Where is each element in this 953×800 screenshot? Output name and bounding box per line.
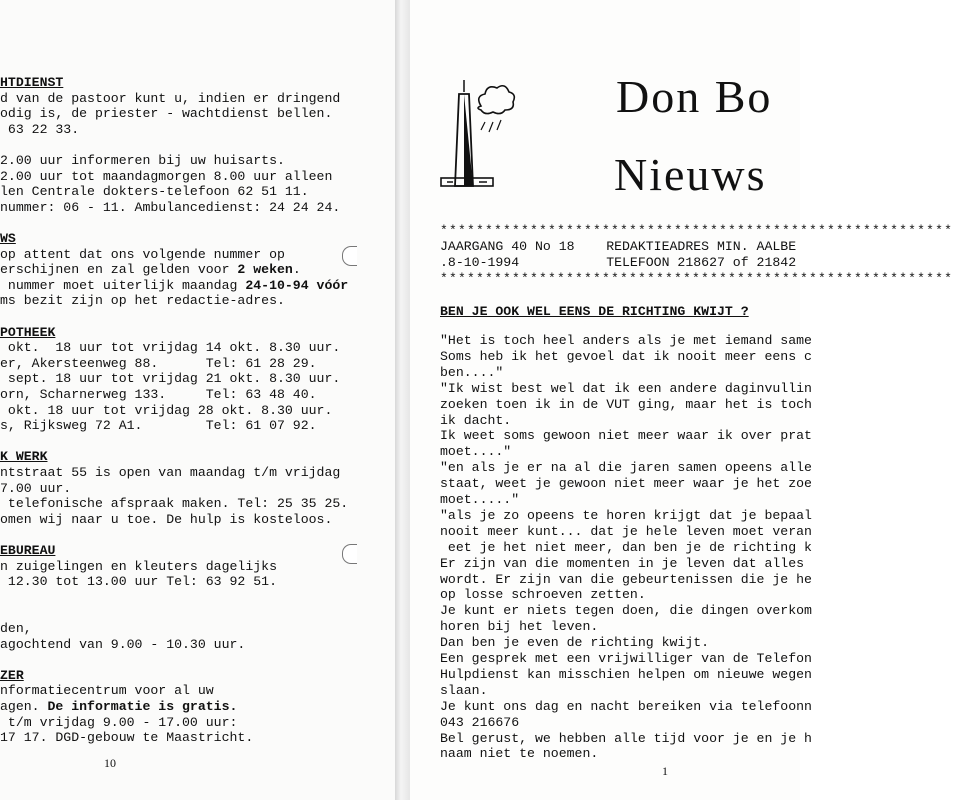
text-line: d van de pastoor kunt u, indien er dringend bbox=[0, 90, 341, 106]
text-line: op attent dat ons volgende nummer op bbox=[0, 246, 285, 262]
text-line: er, Akersteenweg 88. Tel: 61 28 29. bbox=[0, 355, 317, 371]
info-line: .8-10-1994 TELEFOON 218627 of 21842 bbox=[440, 255, 797, 270]
article-line: Bel gerust, we hebben alle tijd voor je en je h bbox=[440, 730, 812, 746]
article-line: "en als je er na al die jaren samen opeens alle bbox=[440, 460, 812, 476]
article-line: zoeken toen ik in de VUT ging, maar het is toch bbox=[440, 396, 812, 412]
article-line: staat, weet je gewoon niet meer waar je het zoe bbox=[440, 476, 812, 492]
text-line: n zuigelingen en kleuters dagelijks bbox=[0, 558, 277, 574]
article-line: Je kunt ons dag en nacht bereiken via telefoonn bbox=[440, 698, 812, 714]
article-line: wordt. Er zijn van die gebeurtenissen die je he bbox=[440, 571, 812, 587]
text-line: ntstraat 55 is open van maandag t/m vrijdag bbox=[0, 465, 341, 480]
lighthouse-logo-icon bbox=[437, 78, 517, 198]
right-page-number: 1 bbox=[662, 764, 668, 778]
article-line: Er zijn van die momenten in je leven dat alles bbox=[440, 555, 805, 571]
article-line: "als je zo opeens te horen krijgt dat je bepaal bbox=[440, 507, 812, 523]
text-line: ms bezit zijn op het redactie-adres. bbox=[0, 293, 285, 309]
article-line: "Ik wist best wel dat ik een andere daginvullin bbox=[440, 380, 812, 396]
article-line: Dan ben je even de richting kwijt. bbox=[440, 635, 710, 651]
text-line: telefonische afspraak maken. Tel: 25 35 25. bbox=[0, 496, 349, 512]
article-line: eet je het niet meer, dan ben je de richting k bbox=[440, 539, 812, 555]
article-line: horen bij het leven. bbox=[440, 619, 599, 635]
text-line: nummer: 06 - 11. Ambulancedienst: 24 24 24. bbox=[0, 199, 341, 215]
binder-hole-top bbox=[342, 246, 357, 266]
text-line: 2.00 uur tot maandagmorgen 8.00 uur alleen bbox=[0, 168, 333, 184]
section-heading: WS bbox=[0, 231, 16, 246]
text-line: len Centrale dokters-telefoon 62 51 11. bbox=[0, 184, 309, 200]
text-line: 12.30 tot 13.00 uur Tel: 63 92 51. bbox=[0, 574, 277, 590]
article-line: 043 216676 bbox=[440, 714, 520, 730]
text-line: okt. 18 uur tot vrijdag 14 okt. 8.30 uur. bbox=[0, 340, 341, 356]
info-line: JAARGANG 40 No 18 REDAKTIEADRES MIN. AALBE bbox=[440, 239, 797, 254]
article-line: "Het is toch heel anders als je met iemand same bbox=[440, 333, 812, 348]
text-line: agen. De informatie is gratis. bbox=[0, 699, 238, 714]
section-heading: EBUREAU bbox=[0, 543, 56, 558]
article-line: ben...." bbox=[440, 364, 504, 380]
article-line: moet...." bbox=[440, 444, 512, 460]
article-line: Hulpdienst kan misschien helpen om nieuwe wegen bbox=[440, 666, 812, 682]
book-gutter bbox=[395, 0, 410, 800]
text-line: 17 17. DGD-gebouw te Maastricht. bbox=[0, 730, 254, 746]
section-heading: ZER bbox=[0, 667, 24, 683]
text-line: erschijnen en zal gelden voor 2 weken. bbox=[0, 262, 301, 278]
text-line: okt. 18 uur tot vrijdag 28 okt. 8.30 uur. bbox=[0, 402, 333, 418]
text-line: 63 22 33. bbox=[0, 121, 80, 137]
article-line: slaan. bbox=[440, 682, 488, 698]
text-line: odig is, de priester - wachtdienst bellen. bbox=[0, 106, 333, 122]
article-line: Ik weet soms gewoon niet meer waar ik over prat bbox=[440, 428, 812, 444]
binder-hole-bottom bbox=[342, 544, 357, 564]
article-line: Een gesprek met een vrijwilliger van de Telefon bbox=[440, 651, 812, 666]
text-line: agochtend van 9.00 - 10.30 uur. bbox=[0, 636, 246, 652]
article-line: ik dacht. bbox=[440, 412, 512, 428]
left-page bbox=[0, 0, 395, 800]
article-title: BEN JE OOK WEL EENS DE RICHTING KWIJT ? bbox=[440, 304, 749, 319]
text-line: s, Rijksweg 72 A1. Tel: 61 07 92. bbox=[0, 418, 317, 434]
article-line: nooit meer kunt... dat je hele leven moet veran bbox=[440, 523, 812, 539]
text-line: nummer moet uiterlijk maandag 24-10-94 vóór bbox=[0, 277, 349, 293]
text-line: nformatiecentrum voor al uw bbox=[0, 683, 214, 699]
star-divider-top: ********************************************************* bbox=[440, 223, 953, 238]
masthead-line-2: Nieuws bbox=[614, 149, 767, 200]
article-line: naam niet te noemen. bbox=[440, 746, 599, 762]
text-line: omen wij naar u toe. De hulp is kosteloos. bbox=[0, 511, 333, 527]
text-line: den, bbox=[0, 621, 32, 636]
article-line: Soms heb ik het gevoel dat ik nooit meer eens c bbox=[440, 348, 812, 364]
article-line: op losse schroeven zetten. bbox=[440, 587, 646, 603]
star-divider-bottom: ********************************************************* bbox=[440, 271, 953, 286]
text-line: 7.00 uur. bbox=[0, 480, 72, 496]
left-page-number: 10 bbox=[104, 756, 116, 770]
text-line: 2.00 uur informeren bij uw huisarts. bbox=[0, 153, 285, 168]
text-line: t/m vrijdag 9.00 - 17.00 uur: bbox=[0, 714, 238, 730]
section-heading: HTDIENST bbox=[0, 75, 64, 90]
article-line: moet....." bbox=[440, 492, 520, 507]
section-heading: POTHEEK bbox=[0, 324, 56, 340]
masthead-line-1: Don Bo bbox=[616, 71, 773, 122]
right-page bbox=[410, 0, 953, 800]
text-line: orn, Scharnerweg 133. Tel: 63 48 40. bbox=[0, 387, 317, 402]
text-line: sept. 18 uur tot vrijdag 21 okt. 8.30 uur. bbox=[0, 371, 341, 387]
article-line: Je kunt er niets tegen doen, die dingen overkom bbox=[440, 603, 812, 619]
section-heading: K WERK bbox=[0, 449, 48, 465]
